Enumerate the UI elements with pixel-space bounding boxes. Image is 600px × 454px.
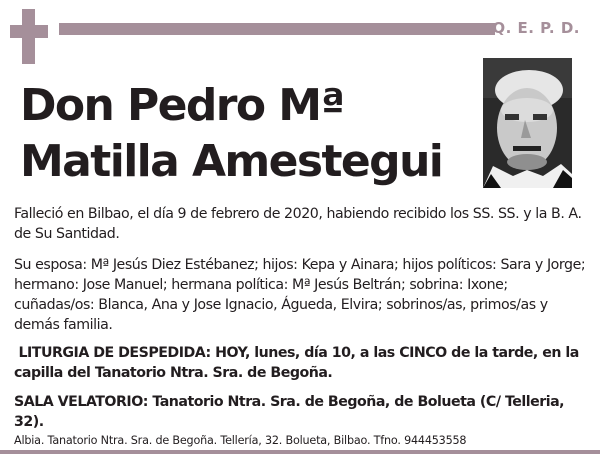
family-paragraph: Su esposa: Mª Jesús Diez Estébanez; hijos: Kepa y Ainara; hijos políticos: Sara y Jorge; hermano: Jose Manuel; hermana política: Mª Jesús Beltrán; sobrina: Ixone; cuñadas/os: Blanca, Ana y Jose Ignacio, Águeda, Elvira; sobrinos/as, primos/as y demás familia. xyxy=(14,257,586,333)
deceased-name-line2: Matilla Amestegui xyxy=(20,136,443,187)
portrait-photo xyxy=(483,58,572,188)
wake-paragraph: SALA VELATORIO: Tanatorio Ntra. Sra. de Begoña, de Bolueta (C/ Telleria, 32). xyxy=(14,394,565,430)
qepd-tagline: Q. E. P. D. xyxy=(492,19,580,37)
footer-rule xyxy=(0,450,600,454)
deceased-name xyxy=(20,78,470,190)
header-rule xyxy=(59,23,495,35)
cross-icon xyxy=(10,9,48,64)
death-notice-paragraph: Falleció en Bilbao, el día 9 de febrero de 2020, habiendo recibido los SS. SS. y la B. A. de Su Santidad. xyxy=(14,206,582,242)
liturgy-text: LITURGIA DE DESPEDIDA: HOY, lunes, día 10, a las CINCO de la tarde, en la capilla del Tanatorio Ntra. Sra. de Begoña. xyxy=(14,345,579,381)
liturgy-paragraph xyxy=(14,343,586,383)
funeral-home-footer: Albia. Tanatorio Ntra. Sra. de Begoña. Tellería, 32. Bolueta, Bilbao. Tfno. 944453558 xyxy=(14,434,467,447)
deceased-name-line1: Don Pedro Mª xyxy=(20,80,344,131)
